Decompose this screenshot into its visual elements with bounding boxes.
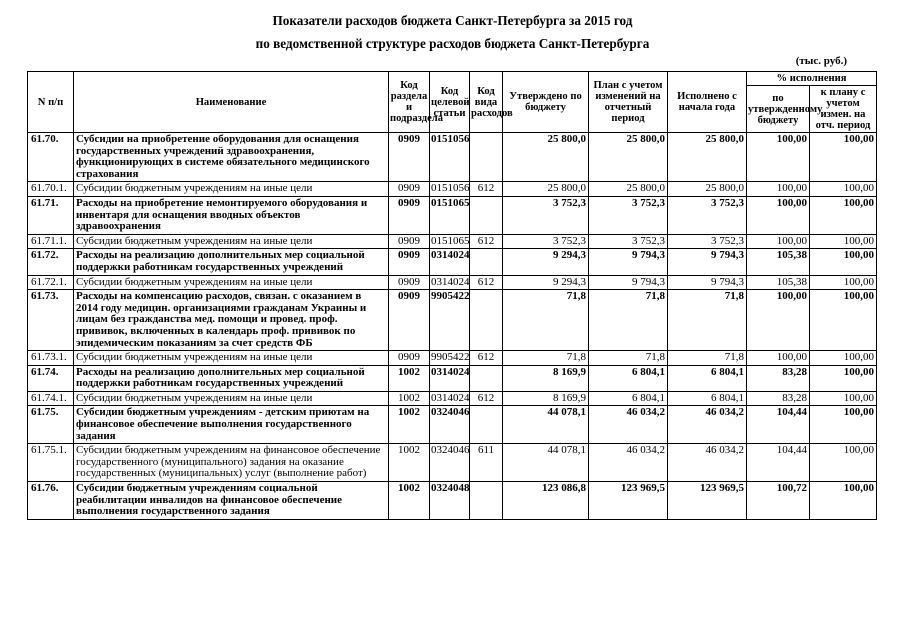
cell-plan: 3 752,3 bbox=[589, 196, 668, 234]
cell-plan: 71,8 bbox=[589, 351, 668, 366]
cell-plan: 71,8 bbox=[589, 290, 668, 351]
cell-pct-approved: 100,00 bbox=[747, 234, 810, 249]
cell-vid bbox=[470, 290, 503, 351]
header-plan: План с учетом изменений на отчетный период bbox=[589, 72, 668, 133]
cell-pct-plan: 100,00 bbox=[810, 182, 877, 197]
units-label: (тыс. руб.) bbox=[795, 55, 847, 67]
cell-statya: 0324046 bbox=[430, 406, 470, 444]
cell-pct-approved: 100,00 bbox=[747, 182, 810, 197]
cell-num: 61.72. bbox=[28, 249, 74, 275]
cell-pct-plan: 100,00 bbox=[810, 482, 877, 520]
cell-plan: 6 804,1 bbox=[589, 391, 668, 406]
cell-name: Субсидии бюджетным учреждениям социальной реабилитации инвалидов на финансовое обеспечение выполнения государственного задания bbox=[74, 482, 389, 520]
cell-num: 61.72.1. bbox=[28, 275, 74, 290]
header-name: Наименование bbox=[74, 72, 389, 133]
cell-name: Субсидии бюджетным учреждениям на финансовое обеспечение государственного (муниципального) задания на оказание государственных (муниципальных) услуг (выполнение работ) bbox=[74, 444, 389, 482]
cell-num: 61.70.1. bbox=[28, 182, 74, 197]
cell-pct-approved: 83,28 bbox=[747, 391, 810, 406]
cell-executed: 46 034,2 bbox=[668, 406, 747, 444]
cell-statya: 0314024 bbox=[430, 249, 470, 275]
cell-vid: 612 bbox=[470, 351, 503, 366]
cell-pct-approved: 105,38 bbox=[747, 275, 810, 290]
cell-num: 61.75. bbox=[28, 406, 74, 444]
cell-pct-plan: 100,00 bbox=[810, 351, 877, 366]
cell-pct-approved: 83,28 bbox=[747, 365, 810, 391]
expenditure-table bbox=[27, 71, 877, 520]
cell-executed: 25 800,0 bbox=[668, 182, 747, 197]
header-pct-group: % исполнения bbox=[747, 72, 877, 86]
cell-name: Субсидии бюджетным учреждениям на иные цели bbox=[74, 351, 389, 366]
cell-vid bbox=[470, 249, 503, 275]
cell-statya: 9905422 bbox=[430, 351, 470, 366]
cell-razdel: 1002 bbox=[389, 391, 430, 406]
cell-executed: 6 804,1 bbox=[668, 365, 747, 391]
cell-executed: 25 800,0 bbox=[668, 133, 747, 182]
table-row bbox=[28, 351, 877, 366]
cell-statya: 0314024 bbox=[430, 275, 470, 290]
header-executed: Исполнено с начала года bbox=[668, 72, 747, 133]
cell-num: 61.76. bbox=[28, 482, 74, 520]
cell-approved: 3 752,3 bbox=[503, 234, 589, 249]
cell-pct-approved: 100,00 bbox=[747, 351, 810, 366]
cell-statya: 0151065 bbox=[430, 234, 470, 249]
cell-approved: 71,8 bbox=[503, 351, 589, 366]
cell-statya: 0324046 bbox=[430, 444, 470, 482]
header-pct-plan: к плану с учетом измен. на отч. период bbox=[810, 86, 877, 133]
cell-name: Расходы на реализацию дополнительных мер социальной поддержки работникам государственных учреждений bbox=[74, 365, 389, 391]
cell-approved: 9 294,3 bbox=[503, 249, 589, 275]
cell-executed: 9 794,3 bbox=[668, 249, 747, 275]
cell-approved: 8 169,9 bbox=[503, 391, 589, 406]
table-row bbox=[28, 290, 877, 351]
report-title-line1: Показатели расходов бюджета Санкт-Петербурга за 2015 год bbox=[272, 13, 633, 28]
cell-approved: 44 078,1 bbox=[503, 406, 589, 444]
table-row bbox=[28, 365, 877, 391]
cell-num: 61.73. bbox=[28, 290, 74, 351]
cell-name: Субсидии бюджетным учреждениям на иные цели bbox=[74, 275, 389, 290]
cell-approved: 123 086,8 bbox=[503, 482, 589, 520]
table-row bbox=[28, 275, 877, 290]
cell-approved: 9 294,3 bbox=[503, 275, 589, 290]
cell-razdel: 0909 bbox=[389, 290, 430, 351]
table-row bbox=[28, 406, 877, 444]
cell-plan: 25 800,0 bbox=[589, 182, 668, 197]
cell-pct-plan: 100,00 bbox=[810, 365, 877, 391]
cell-num: 61.74. bbox=[28, 365, 74, 391]
cell-plan: 9 794,3 bbox=[589, 249, 668, 275]
cell-statya: 0324048 bbox=[430, 482, 470, 520]
cell-vid: 611 bbox=[470, 444, 503, 482]
cell-statya: 0314024 bbox=[430, 391, 470, 406]
cell-approved: 44 078,1 bbox=[503, 444, 589, 482]
cell-vid: 612 bbox=[470, 234, 503, 249]
cell-pct-approved: 100,00 bbox=[747, 133, 810, 182]
cell-name: Субсидии бюджетным учреждениям - детским приютам на финансовое обеспечение выполнения государственного задания bbox=[74, 406, 389, 444]
cell-num: 61.70. bbox=[28, 133, 74, 182]
cell-executed: 3 752,3 bbox=[668, 234, 747, 249]
cell-razdel: 0909 bbox=[389, 196, 430, 234]
cell-plan: 3 752,3 bbox=[589, 234, 668, 249]
header-razdel: Код раздела и подраздела bbox=[389, 72, 430, 133]
cell-name: Расходы на реализацию дополнительных мер социальной поддержки работникам государственных учреждений bbox=[74, 249, 389, 275]
cell-approved: 71,8 bbox=[503, 290, 589, 351]
cell-approved: 25 800,0 bbox=[503, 133, 589, 182]
cell-name: Субсидии на приобретение оборудования для оснащения государственных учреждений здравоохранения, функционирующих в системе обязательного медицинского страхования bbox=[74, 133, 389, 182]
table-row bbox=[28, 482, 877, 520]
cell-razdel: 1002 bbox=[389, 365, 430, 391]
cell-executed: 46 034,2 bbox=[668, 444, 747, 482]
cell-razdel: 1002 bbox=[389, 444, 430, 482]
cell-executed: 6 804,1 bbox=[668, 391, 747, 406]
cell-pct-approved: 100,72 bbox=[747, 482, 810, 520]
cell-razdel: 0909 bbox=[389, 351, 430, 366]
cell-approved: 8 169,9 bbox=[503, 365, 589, 391]
report-title-line2: по ведомственной структуре расходов бюджета Санкт-Петербурга bbox=[255, 36, 650, 51]
cell-pct-approved: 104,44 bbox=[747, 406, 810, 444]
cell-vid bbox=[470, 365, 503, 391]
table-row bbox=[28, 444, 877, 482]
cell-num: 61.73.1. bbox=[28, 351, 74, 366]
cell-plan: 46 034,2 bbox=[589, 406, 668, 444]
cell-num: 61.71.1. bbox=[28, 234, 74, 249]
cell-pct-plan: 100,00 bbox=[810, 444, 877, 482]
cell-executed: 123 969,5 bbox=[668, 482, 747, 520]
table-body bbox=[28, 133, 877, 520]
cell-num: 61.71. bbox=[28, 196, 74, 234]
cell-pct-plan: 100,00 bbox=[810, 133, 877, 182]
table-row bbox=[28, 182, 877, 197]
cell-statya: 0314024 bbox=[430, 365, 470, 391]
header-num: N п/п bbox=[28, 72, 74, 133]
cell-plan: 25 800,0 bbox=[589, 133, 668, 182]
cell-statya: 9905422 bbox=[430, 290, 470, 351]
cell-vid bbox=[470, 406, 503, 444]
cell-vid bbox=[470, 196, 503, 234]
cell-pct-approved: 105,38 bbox=[747, 249, 810, 275]
cell-pct-approved: 100,00 bbox=[747, 290, 810, 351]
cell-approved: 3 752,3 bbox=[503, 196, 589, 234]
cell-executed: 9 794,3 bbox=[668, 275, 747, 290]
cell-pct-plan: 100,00 bbox=[810, 406, 877, 444]
cell-plan: 6 804,1 bbox=[589, 365, 668, 391]
cell-plan: 46 034,2 bbox=[589, 444, 668, 482]
cell-pct-plan: 100,00 bbox=[810, 196, 877, 234]
header-approved: Утверждено по бюджету bbox=[503, 72, 589, 133]
cell-pct-plan: 100,00 bbox=[810, 249, 877, 275]
cell-razdel: 0909 bbox=[389, 275, 430, 290]
cell-vid: 612 bbox=[470, 391, 503, 406]
cell-executed: 71,8 bbox=[668, 351, 747, 366]
cell-pct-approved: 104,44 bbox=[747, 444, 810, 482]
cell-name: Субсидии бюджетным учреждениям на иные цели bbox=[74, 234, 389, 249]
cell-razdel: 0909 bbox=[389, 234, 430, 249]
header-pct-approved: по утвержденному бюджету bbox=[747, 86, 810, 133]
cell-statya: 0151056 bbox=[430, 133, 470, 182]
cell-razdel: 0909 bbox=[389, 133, 430, 182]
cell-pct-plan: 100,00 bbox=[810, 391, 877, 406]
cell-razdel: 0909 bbox=[389, 249, 430, 275]
cell-statya: 0151056 bbox=[430, 182, 470, 197]
cell-vid: 612 bbox=[470, 275, 503, 290]
cell-name: Субсидии бюджетным учреждениям на иные цели bbox=[74, 391, 389, 406]
cell-num: 61.75.1. bbox=[28, 444, 74, 482]
cell-plan: 9 794,3 bbox=[589, 275, 668, 290]
table-row bbox=[28, 196, 877, 234]
cell-pct-plan: 100,00 bbox=[810, 290, 877, 351]
cell-razdel: 0909 bbox=[389, 182, 430, 197]
cell-razdel: 1002 bbox=[389, 482, 430, 520]
cell-name: Субсидии бюджетным учреждениям на иные цели bbox=[74, 182, 389, 197]
cell-pct-approved: 100,00 bbox=[747, 196, 810, 234]
header-vid: Код вида расходов bbox=[470, 72, 503, 133]
table-row bbox=[28, 391, 877, 406]
cell-plan: 123 969,5 bbox=[589, 482, 668, 520]
table-row bbox=[28, 133, 877, 182]
cell-approved: 25 800,0 bbox=[503, 182, 589, 197]
cell-statya: 0151065 bbox=[430, 196, 470, 234]
cell-vid: 612 bbox=[470, 182, 503, 197]
cell-razdel: 1002 bbox=[389, 406, 430, 444]
cell-pct-plan: 100,00 bbox=[810, 234, 877, 249]
header-statya: Код целевой статьи bbox=[430, 72, 470, 133]
table-row bbox=[28, 234, 877, 249]
table-row bbox=[28, 249, 877, 275]
cell-pct-plan: 100,00 bbox=[810, 275, 877, 290]
cell-num: 61.74.1. bbox=[28, 391, 74, 406]
cell-executed: 71,8 bbox=[668, 290, 747, 351]
cell-vid bbox=[470, 133, 503, 182]
cell-name: Расходы на приобретение немонтируемого оборудования и инвентаря для оснащения вводных объектов здравоохранения bbox=[74, 196, 389, 234]
cell-executed: 3 752,3 bbox=[668, 196, 747, 234]
cell-name: Расходы на компенсацию расходов, связан. с оказанием в 2014 году медицин. организациями гражданам Украины и лицам без гражданства мед. помощи и провед. проф. прививок, включенных в календарь проф. прививок по эпидемическим показаниям за счет средств ФБ bbox=[74, 290, 389, 351]
cell-vid bbox=[470, 482, 503, 520]
